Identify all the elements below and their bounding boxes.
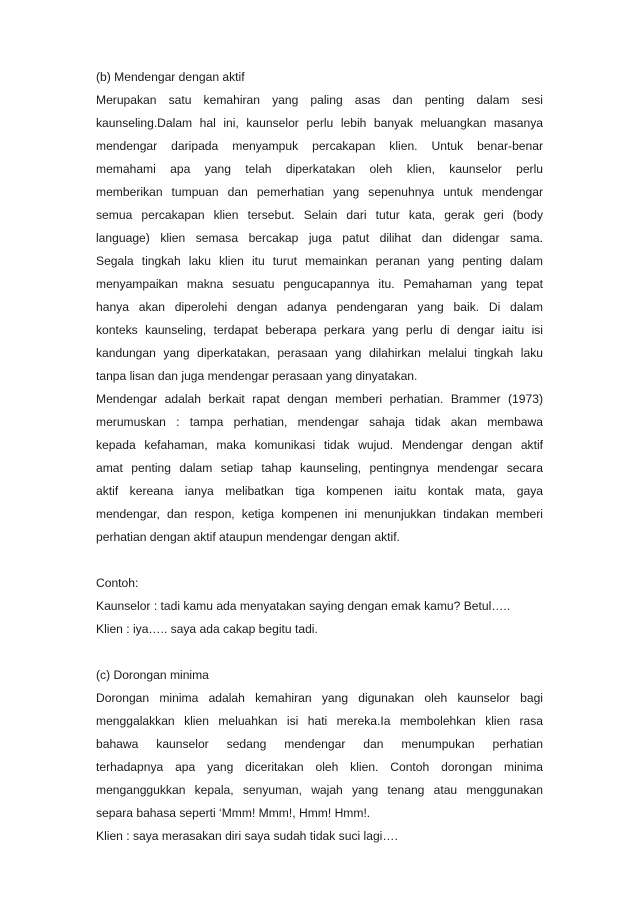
paragraph-line: Segala tingkah laku klien itu turut memainkan peranan yang penting dalam (96, 254, 543, 268)
example-label: Contoh: (96, 576, 139, 590)
document-page (96, 66, 543, 848)
section-c-paragraph (96, 687, 543, 825)
paragraph-line: mendengar daripada menyampuk percakapan klien. Untuk benar-benar (96, 139, 543, 153)
paragraph-line: kepada kefahaman, maka komunikasi tidak wujud. Mendengar dengan aktif (96, 438, 543, 452)
paragraph-line: Mendengar adalah berkait rapat dengan memberi perhatian. Brammer (1973) (96, 392, 543, 406)
paragraph-line: menyampaikan makna sesuatu pengucapannya itu. Pemahaman yang tepat (96, 277, 543, 291)
paragraph-line: Dorongan minima adalah kemahiran yang digunakan oleh kaunselor bagi (96, 691, 543, 705)
paragraph-line: tanpa lisan dan juga mendengar perasaan yang dinyatakan. (96, 369, 418, 383)
section-b-heading: (b) Mendengar dengan aktif (96, 70, 245, 84)
paragraph-line: konteks kaunseling, terdapat beberapa perkara yang perlu di dengar iaitu isi (96, 323, 543, 337)
section-b-paragraph-1 (96, 89, 543, 388)
example-counselor-line: Kaunselor : tadi kamu ada menyatakan saying dengan emak kamu? Betul….. (96, 599, 511, 613)
paragraph-line: memberikan tumpuan dan pemerhatian yang sepenuhnya untuk mendengar (96, 185, 543, 199)
paragraph-line: menggalakkan klien meluahkan isi hati mereka.Ia membolehkan klien rasa (96, 714, 543, 728)
paragraph-line: amat penting dalam setiap tahap kaunseling, pentingnya mendengar secara (96, 461, 543, 475)
section-c-client-line: Klien : saya merasakan diri saya sudah tidak suci lagi…. (96, 829, 398, 843)
section-c-heading: (c) Dorongan minima (96, 668, 209, 682)
paragraph-line: kandungan yang diperkatakan, perasaan yang dilahirkan melalui tingkah laku (96, 346, 543, 360)
paragraph-line: bahawa kaunselor sedang mendengar dan menumpukan perhatian (96, 737, 543, 751)
paragraph-line: menganggukkan kepala, senyuman, wajah yang tenang atau menggunakan (96, 783, 543, 797)
paragraph-line: memahami apa yang telah diperkatakan oleh klien, kaunselor perlu (96, 162, 543, 176)
paragraph-line: separa bahasa seperti ‘Mmm! Mmm!, Hmm! Hmm!. (96, 806, 371, 820)
paragraph-line: perhatian dengan aktif ataupun mendengar dengan aktif. (96, 530, 400, 544)
paragraph-line: mendengar, dan respon, ketiga kompenen ini menunjukkan tindakan memberi (96, 507, 543, 521)
blank-line (96, 641, 543, 664)
paragraph-line: hanya akan diperolehi dengan adanya pendengaran yang baik. Di dalam (96, 300, 543, 314)
example-client-line: Klien : iya….. saya ada cakap begitu tadi. (96, 622, 318, 636)
section-b-paragraph-2 (96, 388, 543, 549)
paragraph-line: merumuskan : tampa perhatian, mendengar sahaja tidak akan membawa (96, 415, 543, 429)
paragraph-line: semua percakapan klien tersebut. Selain dari tutur kata, gerak geri (body (96, 208, 543, 222)
paragraph-line: aktif kereana ianya melibatkan tiga kompenen iaitu kontak mata, gaya (96, 484, 543, 498)
paragraph-line: terhadapnya apa yang diceritakan oleh klien. Contoh dorongan minima (96, 760, 543, 774)
blank-line (96, 549, 543, 572)
paragraph-line: Merupakan satu kemahiran yang paling asas dan penting dalam sesi (96, 93, 543, 107)
paragraph-line: kaunseling.Dalam hal ini, kaunselor perlu lebih banyak meluangkan masanya (96, 116, 543, 130)
paragraph-line: language) klien semasa bercakap juga patut dilihat dan didengar sama. (96, 231, 543, 245)
